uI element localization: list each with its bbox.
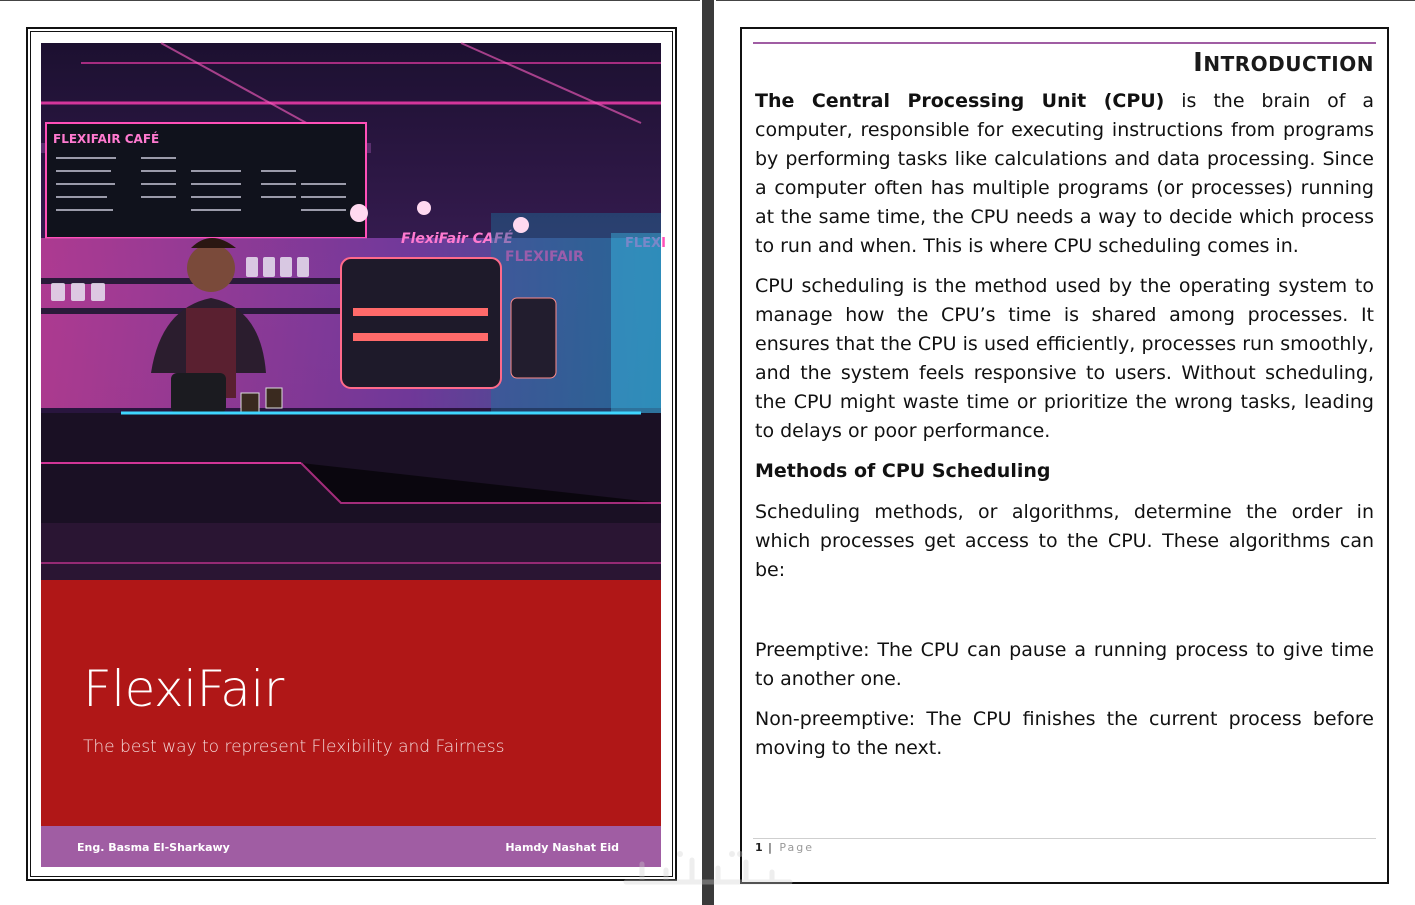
document-body	[755, 87, 1374, 774]
header-rule	[753, 42, 1376, 44]
watermark-logo	[622, 846, 794, 890]
cover-subtitle: The best way to represent Flexibility and Fairness	[83, 737, 505, 757]
footer-rule	[753, 838, 1376, 839]
paragraph-non-preemptive: Non-preemptive: The CPU finishes the current process before moving to the next.	[755, 708, 1374, 759]
paragraph-preemptive: Preemptive: The CPU can pause a running process to give time to another one.	[755, 639, 1374, 690]
cover-author-strip	[41, 826, 661, 867]
footer-separator: |	[762, 841, 780, 854]
side-sign-text: FLEXI	[625, 236, 666, 251]
heading-initial: I	[1193, 48, 1204, 78]
paragraph-intro-text: is the brain of a computer, responsible for executing instructions from programs by performing tasks like calculations and data processing. Since a computer often has multiple programs (or processes) running at the same time, the CPU needs a way to decide which process to run and when. This is where CPU scheduling comes in.	[755, 90, 1374, 257]
cpu-term: The Central Processing Unit (CPU)	[755, 90, 1165, 112]
subheading-methods: Methods of CPU Scheduling	[755, 460, 1051, 482]
cafe-sign-text: FLEXIFAIR CAFÉ	[53, 132, 160, 146]
paragraph-intro	[755, 87, 1374, 261]
paragraph-methods: Scheduling methods, or algorithms, determine the order in which processes get access to the CPU. These algorithms can be:	[755, 501, 1374, 581]
logo-sign-text: FlexiFair CAFÉ	[401, 231, 513, 247]
paragraph-scheduling: CPU scheduling is the method used by the operating system to manage how the CPU’s time is shared among processes. It ensures that the CPU is used efficiently, processes run smoothly, and the system feels responsive to users. Without scheduling, the CPU might waste time or prioritize the wrong tasks, leading to delays or poor performance.	[755, 275, 1374, 442]
cover-title-block	[41, 580, 661, 826]
author-name: Hamdy Nashat Eid	[505, 841, 619, 854]
neon-sign-text: FLEXIFAIR	[505, 249, 584, 265]
page-number: 1	[755, 841, 763, 854]
spacer	[755, 596, 1374, 636]
section-heading	[1193, 48, 1374, 78]
left-page-top-edge	[0, 0, 700, 1]
right-page-top-edge	[716, 0, 1415, 1]
cover-title: FlexiFair	[83, 660, 284, 718]
supervisor-name: Eng. Basma El-Sharkawy	[77, 841, 230, 854]
page-word: Page	[779, 841, 814, 854]
page-gutter	[702, 0, 714, 905]
cover-illustration	[41, 43, 666, 580]
heading-rest: NTRODUCTION	[1203, 52, 1374, 76]
